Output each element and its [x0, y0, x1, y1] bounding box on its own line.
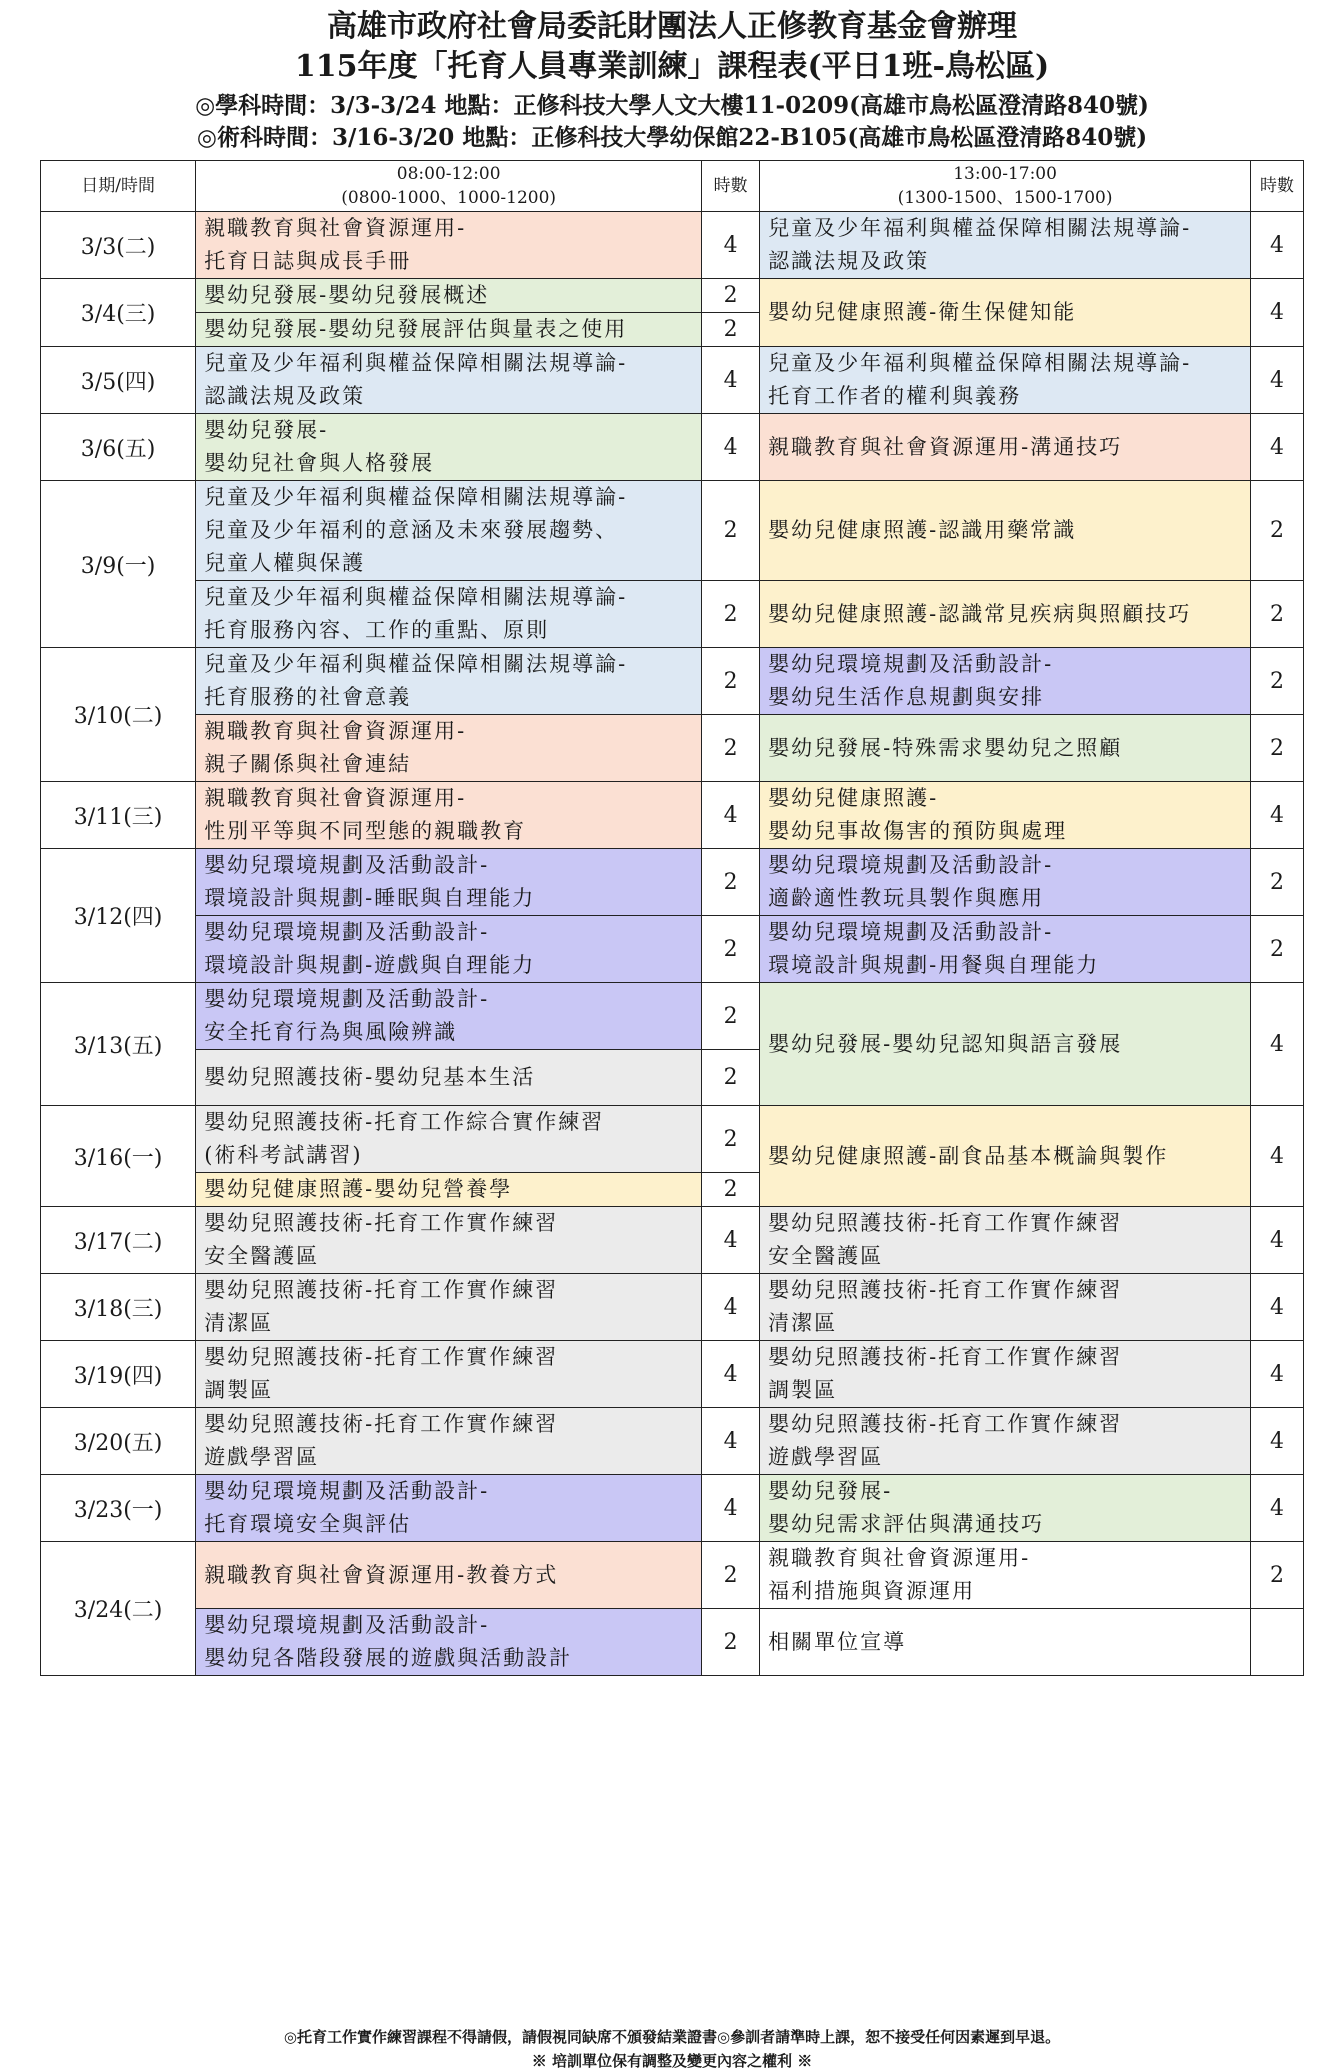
morning-subject	[196, 849, 702, 916]
date-cell: 3/20(五)	[41, 1408, 196, 1475]
date-cell: 3/10(二)	[41, 648, 196, 782]
subject-line: 嬰幼兒健康照護-認識用藥常識	[768, 518, 1077, 542]
afternoon-hours-header: 時數	[1250, 161, 1303, 212]
subject-line: 認識法規及政策	[768, 249, 930, 273]
subject-line: 嬰幼兒健康照護-嬰幼兒營養學	[204, 1177, 513, 1201]
table-row	[41, 1274, 1304, 1341]
subject-line: 調製區	[768, 1378, 838, 1402]
date-cell: 3/16(一)	[41, 1106, 196, 1207]
afternoon-hours	[1250, 1609, 1303, 1676]
subject-line: 調製區	[204, 1378, 274, 1402]
afternoon-time: 13:00-17:00	[953, 164, 1057, 184]
theory-schedule-info: ◎學科時間：3/3-3/24 地點：正修科技大學人文大樓11-0209(高雄市鳥松區澄清路840號)	[195, 92, 1149, 119]
afternoon-hours: 4	[1250, 1274, 1303, 1341]
date-cell: 3/23(一)	[41, 1475, 196, 1542]
subject-line: 兒童人權與保護	[204, 551, 366, 575]
date-column-header: 日期/時間	[41, 161, 196, 212]
morning-subject	[196, 1609, 702, 1676]
subject-line: 托育服務的社會意義	[204, 685, 412, 709]
afternoon-subject	[760, 481, 1251, 581]
subject-line: 嬰幼兒健康照護-	[768, 786, 939, 810]
afternoon-hours: 2	[1250, 581, 1303, 648]
subject-line: 安全醫護區	[204, 1244, 320, 1268]
afternoon-subject	[760, 414, 1251, 481]
date-cell: 3/5(四)	[41, 347, 196, 414]
subject-line: 兒童及少年福利的意涵及未來發展趨勢、	[204, 518, 619, 542]
subject-line: 嬰幼兒健康照護-認識常見疾病與照顧技巧	[768, 601, 1192, 626]
subject-line: 托育日誌與成長手冊	[204, 249, 412, 273]
subject-line: 遊戲學習區	[204, 1445, 320, 1469]
morning-subject	[196, 347, 702, 414]
table-row	[41, 1207, 1304, 1274]
schedule-body	[41, 212, 1304, 1676]
subject-line: 嬰幼兒生活作息規劃與安排	[768, 685, 1045, 709]
date-cell: 3/4(三)	[41, 279, 196, 347]
afternoon-subject	[760, 279, 1251, 347]
morning-hours: 2	[702, 849, 760, 916]
morning-subject	[196, 1050, 702, 1106]
subject-line: 環境設計與規劃-睡眠與自理能力	[204, 886, 536, 910]
table-row	[41, 1106, 1304, 1173]
morning-hours: 4	[702, 1408, 760, 1475]
table-row	[41, 1542, 1304, 1609]
subject-line: 嬰幼兒環境規劃及活動設計-	[204, 1479, 490, 1503]
table-row	[41, 782, 1304, 849]
morning-slots: (0800-1000、1000-1200)	[341, 188, 557, 208]
subject-line: 嬰幼兒環境規劃及活動設計-	[768, 920, 1054, 944]
subject-line: 嬰幼兒發展-嬰幼兒認知與語言發展	[768, 1031, 1123, 1056]
date-cell: 3/13(五)	[41, 983, 196, 1106]
afternoon-hours: 2	[1250, 849, 1303, 916]
afternoon-subject	[760, 1106, 1251, 1207]
subject-line: 嬰幼兒社會與人格發展	[204, 451, 435, 475]
morning-subject	[196, 782, 702, 849]
subject-line: 嬰幼兒發展-	[204, 418, 329, 442]
afternoon-hours: 4	[1250, 279, 1303, 347]
afternoon-subject	[760, 916, 1251, 983]
table-row	[41, 1408, 1304, 1475]
table-row	[41, 414, 1304, 481]
afternoon-hours: 2	[1250, 1542, 1303, 1609]
subject-line: 嬰幼兒照護技術-托育工作綜合實作練習	[204, 1110, 605, 1134]
morning-hours: 2	[702, 983, 760, 1050]
morning-hours: 2	[702, 1106, 760, 1173]
morning-hours: 4	[702, 414, 760, 481]
morning-subject	[196, 414, 702, 481]
subject-line: 嬰幼兒事故傷害的預防與處理	[768, 819, 1068, 843]
morning-hours: 4	[702, 347, 760, 414]
subject-line: 嬰幼兒照護技術-托育工作實作練習	[204, 1412, 559, 1436]
afternoon-subject	[760, 212, 1251, 279]
table-row	[41, 1475, 1304, 1542]
morning-hours: 2	[702, 481, 760, 581]
subject-line: 清潔區	[204, 1311, 274, 1335]
subject-line: 兒童及少年福利與權益保障相關法規導論-	[204, 485, 628, 509]
afternoon-hours: 4	[1250, 1341, 1303, 1408]
subject-line: 嬰幼兒發展-嬰幼兒發展評估與量表之使用	[204, 317, 628, 341]
afternoon-hours: 4	[1250, 1106, 1303, 1207]
afternoon-hours: 4	[1250, 1408, 1303, 1475]
morning-hours: 4	[702, 1475, 760, 1542]
table-row	[41, 581, 1304, 648]
morning-hours: 4	[702, 1274, 760, 1341]
course-schedule-table	[40, 160, 1304, 1676]
morning-hours: 2	[702, 648, 760, 715]
subject-line: 嬰幼兒環境規劃及活動設計-	[204, 853, 490, 877]
afternoon-column-header	[760, 161, 1251, 212]
morning-subject	[196, 1341, 702, 1408]
afternoon-hours: 4	[1250, 782, 1303, 849]
morning-subject	[196, 1274, 702, 1341]
afternoon-hours: 2	[1250, 916, 1303, 983]
afternoon-subject	[760, 1341, 1251, 1408]
subject-line: 嬰幼兒環境規劃及活動設計-	[204, 1613, 490, 1637]
subject-line: 嬰幼兒環境規劃及活動設計-	[204, 920, 490, 944]
subject-line: 環境設計與規劃-用餐與自理能力	[768, 953, 1100, 977]
subject-line: 嬰幼兒照護技術-托育工作實作練習	[204, 1278, 559, 1302]
afternoon-hours: 2	[1250, 648, 1303, 715]
date-cell: 3/11(三)	[41, 782, 196, 849]
subject-line: 福利措施與資源運用	[768, 1579, 976, 1603]
subject-line: 兒童及少年福利與權益保障相關法規導論-	[768, 351, 1192, 375]
date-cell: 3/17(二)	[41, 1207, 196, 1274]
subject-line: 安全醫護區	[768, 1244, 884, 1268]
org-title: 高雄市政府社會局委託財團法人正修教育基金會辦理	[327, 9, 1017, 44]
table-row	[41, 648, 1304, 715]
subject-line: 嬰幼兒發展-特殊需求嬰幼兒之照顧	[768, 735, 1123, 760]
morning-subject	[196, 983, 702, 1050]
subject-line: 嬰幼兒健康照護-衛生保健知能	[768, 300, 1077, 324]
morning-hours: 2	[702, 313, 760, 347]
morning-hours: 2	[702, 581, 760, 648]
morning-hours: 2	[702, 1050, 760, 1106]
morning-hours: 4	[702, 1341, 760, 1408]
afternoon-subject	[760, 983, 1251, 1106]
subject-line: 親子關係與社會連結	[204, 752, 412, 776]
subject-line: 嬰幼兒環境規劃及活動設計-	[204, 987, 490, 1011]
afternoon-subject	[760, 1274, 1251, 1341]
morning-subject	[196, 1207, 702, 1274]
subject-line: 適齡適性教玩具製作與應用	[768, 886, 1045, 910]
afternoon-hours: 4	[1250, 1475, 1303, 1542]
subject-line: 嬰幼兒照護技術-托育工作實作練習	[204, 1345, 559, 1369]
subject-line: 親職教育與社會資源運用-	[768, 1546, 1031, 1570]
morning-subject	[196, 581, 702, 648]
morning-subject	[196, 1408, 702, 1475]
morning-subject	[196, 279, 702, 313]
subject-line: 嬰幼兒照護技術-嬰幼兒基本生活	[204, 1065, 536, 1089]
table-row	[41, 1609, 1304, 1676]
subject-line: 清潔區	[768, 1311, 838, 1335]
morning-hours: 4	[702, 1207, 760, 1274]
morning-subject	[196, 648, 702, 715]
afternoon-hours: 4	[1250, 414, 1303, 481]
table-row	[41, 916, 1304, 983]
afternoon-subject	[760, 1542, 1251, 1609]
morning-hours: 4	[702, 782, 760, 849]
morning-hours: 2	[702, 1542, 760, 1609]
table-row	[41, 715, 1304, 782]
date-cell: 3/19(四)	[41, 1341, 196, 1408]
morning-subject	[196, 1542, 702, 1609]
morning-subject	[196, 715, 702, 782]
subject-line: 嬰幼兒需求評估與溝通技巧	[768, 1512, 1045, 1536]
afternoon-subject	[760, 715, 1251, 782]
subject-line: 環境設計與規劃-遊戲與自理能力	[204, 953, 536, 977]
table-row	[41, 481, 1304, 581]
morning-subject	[196, 481, 702, 581]
table-row	[41, 983, 1304, 1050]
course-title: 115年度「托育人員專業訓練」課程表(平日1班-鳥松區)	[294, 49, 1050, 84]
morning-subject	[196, 313, 702, 347]
afternoon-hours: 4	[1250, 212, 1303, 279]
table-row	[41, 849, 1304, 916]
subject-line: (術科考試講習)	[204, 1143, 363, 1167]
attendance-notice: ◎托育工作實作練習課程不得請假，請假視同缺席不頒發結業證書◎參訓者請準時上課，恕不接受任何因素遲到早退。	[283, 2028, 1061, 2046]
morning-hours: 2	[702, 715, 760, 782]
subject-line: 相關單位宣導	[768, 1629, 907, 1654]
date-cell: 3/12(四)	[41, 849, 196, 983]
morning-hours: 4	[702, 212, 760, 279]
afternoon-hours: 4	[1250, 983, 1303, 1106]
subject-line: 嬰幼兒照護技術-托育工作實作練習	[768, 1412, 1123, 1436]
morning-subject	[196, 916, 702, 983]
subject-line: 嬰幼兒照護技術-托育工作實作練習	[768, 1278, 1123, 1302]
subject-line: 兒童及少年福利與權益保障相關法規導論-	[204, 351, 628, 375]
subject-line: 親職教育與社會資源運用-	[204, 216, 467, 240]
subject-line: 親職教育與社會資源運用-教養方式	[204, 1562, 559, 1587]
table-header-row	[41, 161, 1304, 212]
subject-line: 托育服務內容、工作的重點、原則	[204, 618, 550, 642]
morning-column-header	[196, 161, 702, 212]
rights-notice: ※ 培訓單位保有調整及變更內容之權利 ※	[531, 2052, 813, 2070]
afternoon-subject	[760, 1475, 1251, 1542]
subject-line: 嬰幼兒各階段發展的遊戲與活動設計	[204, 1646, 573, 1670]
morning-subject	[196, 1106, 702, 1173]
afternoon-hours: 2	[1250, 481, 1303, 581]
subject-line: 安全托育行為與風險辨識	[204, 1020, 458, 1044]
subject-line: 嬰幼兒照護技術-托育工作實作練習	[768, 1211, 1123, 1235]
subject-line: 嬰幼兒環境規劃及活動設計-	[768, 652, 1054, 676]
subject-line: 嬰幼兒發展-	[768, 1479, 893, 1503]
subject-line: 認識法規及政策	[204, 384, 366, 408]
subject-line: 親職教育與社會資源運用-	[204, 786, 467, 810]
morning-time: 08:00-12:00	[396, 164, 501, 184]
table-row	[41, 279, 1304, 313]
subject-line: 嬰幼兒健康照護-副食品基本概論與製作	[768, 1143, 1169, 1168]
subject-line: 兒童及少年福利與權益保障相關法規導論-	[204, 585, 628, 609]
afternoon-subject	[760, 347, 1251, 414]
date-cell: 3/24(二)	[41, 1542, 196, 1676]
subject-line: 兒童及少年福利與權益保障相關法規導論-	[768, 216, 1192, 240]
practical-schedule-info: ◎術科時間：3/16-3/20 地點：正修科技大學幼保館22-B105(高雄市鳥松區澄清路840號)	[196, 124, 1148, 151]
afternoon-subject	[760, 1408, 1251, 1475]
morning-subject	[196, 1173, 702, 1207]
table-row	[41, 212, 1304, 279]
morning-hours: 2	[702, 1173, 760, 1207]
afternoon-hours: 2	[1250, 715, 1303, 782]
afternoon-hours: 4	[1250, 1207, 1303, 1274]
subject-line: 親職教育與社會資源運用-溝通技巧	[768, 434, 1123, 459]
subject-line: 遊戲學習區	[768, 1445, 884, 1469]
afternoon-subject	[760, 1609, 1251, 1676]
table-row	[41, 347, 1304, 414]
date-cell: 3/6(五)	[41, 414, 196, 481]
afternoon-subject	[760, 581, 1251, 648]
date-cell: 3/3(二)	[41, 212, 196, 279]
afternoon-subject	[760, 1207, 1251, 1274]
afternoon-subject	[760, 782, 1251, 849]
subject-line: 托育環境安全與評估	[204, 1512, 412, 1536]
morning-hours: 2	[702, 279, 760, 313]
morning-hours: 2	[702, 1609, 760, 1676]
subject-line: 嬰幼兒照護技術-托育工作實作練習	[768, 1345, 1123, 1369]
afternoon-subject	[760, 648, 1251, 715]
afternoon-hours: 4	[1250, 347, 1303, 414]
subject-line: 嬰幼兒環境規劃及活動設計-	[768, 853, 1054, 877]
subject-line: 兒童及少年福利與權益保障相關法規導論-	[204, 652, 628, 676]
morning-hours-header: 時數	[702, 161, 760, 212]
subject-line: 托育工作者的權利與義務	[768, 384, 1022, 408]
table-row	[41, 1341, 1304, 1408]
subject-line: 嬰幼兒發展-嬰幼兒發展概述	[204, 283, 490, 307]
subject-line: 嬰幼兒照護技術-托育工作實作練習	[204, 1211, 559, 1235]
morning-subject	[196, 1475, 702, 1542]
morning-subject	[196, 212, 702, 279]
date-cell: 3/18(三)	[41, 1274, 196, 1341]
afternoon-subject	[760, 849, 1251, 916]
afternoon-slots: (1300-1500、1500-1700)	[897, 188, 1113, 208]
subject-line: 親職教育與社會資源運用-	[204, 719, 467, 743]
morning-hours: 2	[702, 916, 760, 983]
subject-line: 性別平等與不同型態的親職教育	[204, 819, 527, 843]
date-cell: 3/9(一)	[41, 481, 196, 648]
